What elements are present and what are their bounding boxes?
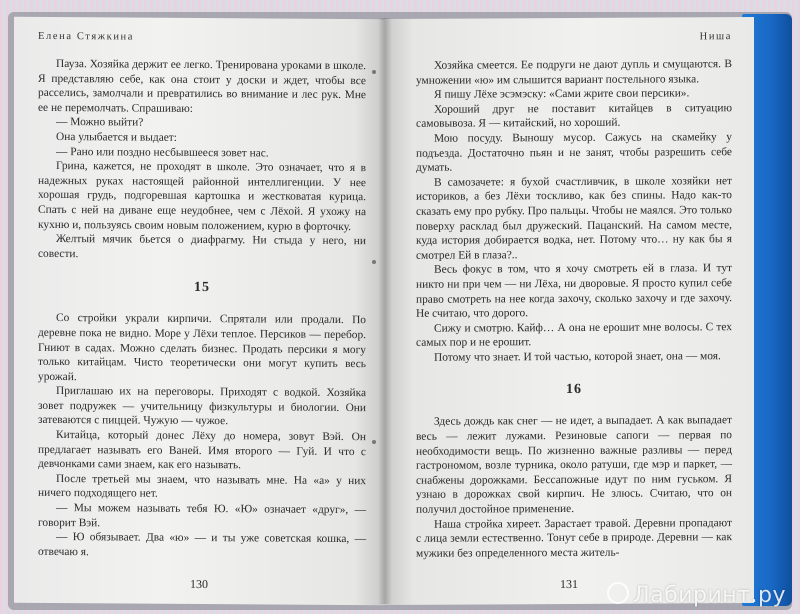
binding-hole	[372, 70, 376, 74]
right-page	[384, 17, 754, 605]
paragraph: — Рано или поздно несбывшееся зовет нас.	[56, 145, 269, 160]
paragraph: Грина, кажется, не проходят в школе. Это означает, что я в надежных руках настоящей районной интеллигенции. У нее хорошая грудь, подгоревшая картошка и жестковатая курица. Спать с ней на диване еще неудобнее, чем с Лёхой. Я ухожу на кухню и, пользуясь своим новым положением, курю в форточку.	[38, 160, 366, 233]
paragraph: Хороший друг не поставит китайцев в ситуацию самовывоза. Я — китайский, но хороший.	[416, 101, 732, 131]
paragraph: Потому что знает. И той частью, которой знает, она — моя.	[434, 350, 721, 364]
watermark	[607, 582, 786, 608]
paragraph: Хозяйка смеется. Ее подруги не дают дупль и смущаются. В умножении «ю» им слышится вариант постельного языка.	[416, 58, 732, 87]
paragraph: — Мы можем называть тебя Ю. «Ю» означает «друг», — говорит Вэй.	[38, 502, 366, 529]
left-page	[14, 17, 384, 606]
book-gutter	[378, 18, 392, 604]
paragraph: Сижу и смотрю. Кайф… А она не ерошит мне волосы. С тех самых пор и не ерошит.	[416, 320, 732, 350]
watermark-text: Лабиринт.ру	[633, 583, 786, 608]
paragraph: Здесь дождь как снег — не идет, а выпадает. А как выпадает весь — лежит лужами. Резиновые сапоги — первая по необходимости вещь. По жизненно важные разливы — перед гастрономом, возле турника, около ратуши, где мэр и паркет, — снабжены дорожками. Бессапожные идут по ним гуськом. Я узнаю в дорожках свой кирпич. Не злюсь. Считаю, что он получил достойное применение.	[416, 414, 732, 516]
paragraph: Наша стройка хиреет. Зарастает травой. Деревни пропадают с лица земли естественно. Тонут себе в природе. Деревни — как мужики без определенного места житель-	[416, 516, 732, 560]
chapter-title: 16	[566, 382, 582, 398]
binding-hole	[372, 260, 376, 264]
paragraph: — Ю обязывает. Два «ю» — и ты уже советская кошка, — отвечаю я.	[38, 531, 366, 559]
paragraph: После третьей мы знаем, что называть мне. На «а» у них ничего подходящего нет.	[38, 472, 366, 501]
paragraph: Приглашаю их на переговоры. Приходят с водкой. Хозяйка зовет подружек — учительницу физкультуры и биологии. Они затеваются с пиццей. Чужую — чужое.	[38, 385, 366, 428]
page-number-left: 130	[190, 576, 208, 592]
paragraph: Мою посуду. Выношу мусор. Сажусь на скамейку у подъезда. Достаточно пьян и не занят, чтобы разрешить себе думать.	[416, 131, 732, 174]
paragraph: Я пишу Лёхе эсэмэску: «Сами жрите свои персики».	[434, 87, 690, 101]
chapter-title: 15	[194, 280, 210, 296]
paragraph: — Можно выйти?	[56, 116, 144, 129]
right-running-head: Ниша	[699, 31, 732, 43]
paragraph: В самозачете: я бухой счастливчик, в школе хозяйки нет историков, а без Лёхи тоскливо, как без спины. Надо как-то сказать ему про рубку. Про пальцы. Чтобы не маялся. Это только поверху расклад был дружеский. Пацанский. На самом месте, куда история добирается водка, нет. Потому что… ну как бы я смотрел Ей в глаза?..	[416, 174, 732, 262]
paragraph: Она улыбается и выдает:	[56, 130, 177, 144]
left-running-head: Елена Стяжкина	[38, 30, 135, 43]
paragraph: Пауза. Хозяйка держит ее легко. Тренирована уроками в школе. Я представляю себе, как она стоит у доски и ждет, чтобы все расселись, замолчали и превратились во внимание и лес рук. Мне ее не перемолчать. Спрашиваю:	[38, 58, 366, 115]
page-number-right: 131	[560, 576, 578, 592]
watermark-logo-icon	[607, 582, 629, 604]
paragraph: Весь фокус в том, что я хочу смотреть ей в глаза. И тут никто ни при чем — ни Лёха, ни дворовые. Я просто купил себе право смотреть на нее когда захочу, сколько захочу и где захочу. Не считаю, что дорого.	[416, 262, 732, 320]
binding-hole	[372, 440, 376, 444]
paragraph: Китайца, который донес Лёху до номера, зовут Вэй. Он предлагает называть его Ваней. Имя второго — Гуй. И что с девчонками сами знаем, как его называть.	[38, 429, 366, 472]
paragraph: Желтый мячик бьется о диафрагму. Ни стыда у него, ни совести.	[38, 233, 366, 260]
paragraph: Со стройки украли кирпичи. Спрятали или продали. По деревне пока не видно. Море у Лёхи теплое. Персиков — перебор. Гниют в садах. Можно сделать бизнес. Продать персики я могу только китайцам. Чисто теоретически они могут купить весь урожай.	[38, 312, 366, 383]
